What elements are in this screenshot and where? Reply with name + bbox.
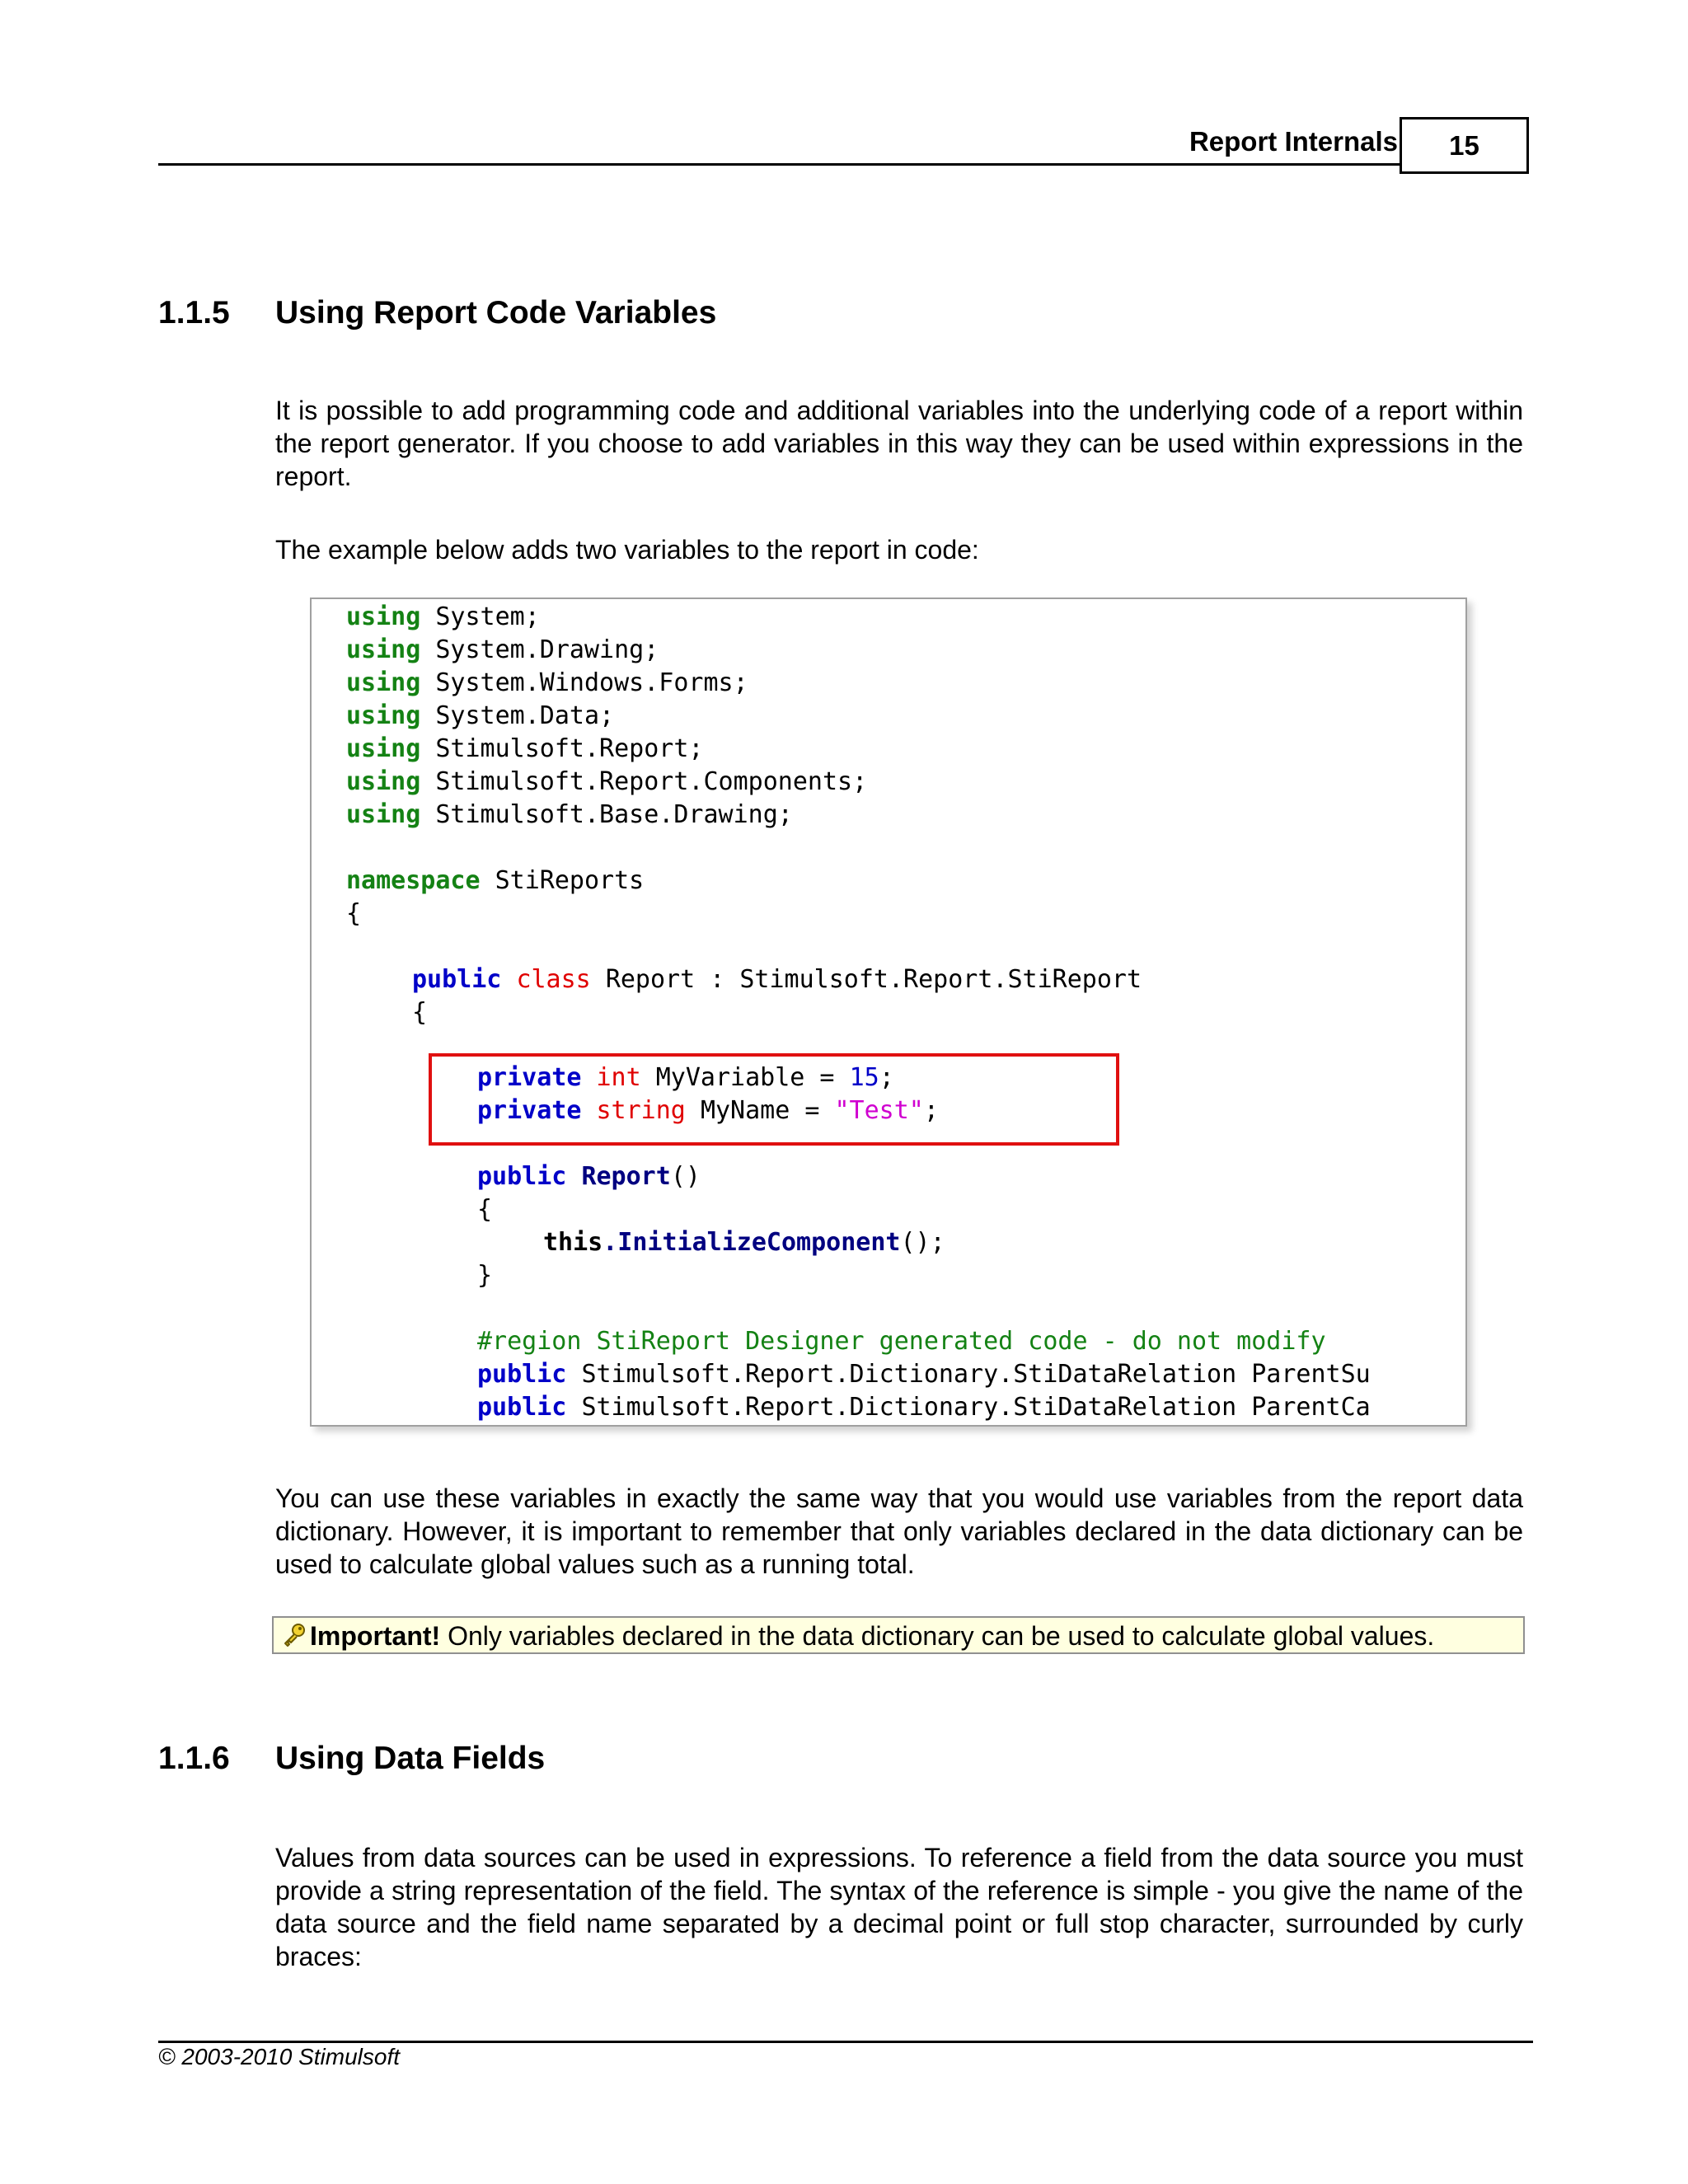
code-line: public Stimulsoft.Report.Dictionary.StiDataRelation ParentSu bbox=[477, 1360, 1371, 1389]
code-line: using System.Windows.Forms; bbox=[346, 668, 748, 697]
code-line: { bbox=[477, 1195, 493, 1224]
page-number: 15 bbox=[1400, 117, 1529, 174]
section-number: 1.1.6 bbox=[158, 1741, 230, 1776]
code-line: using Stimulsoft.Report; bbox=[346, 734, 704, 763]
code-line: { bbox=[412, 998, 428, 1027]
code-line: using System.Drawing; bbox=[346, 635, 659, 664]
section-title: Using Report Code Variables bbox=[275, 295, 717, 330]
note-body: Only variables declared in the data dictionary can be used to calculate global values. bbox=[440, 1621, 1435, 1651]
code-line: private string MyName = "Test"; bbox=[477, 1096, 939, 1125]
code-line: public Report() bbox=[477, 1162, 701, 1191]
code-line: using Stimulsoft.Report.Components; bbox=[346, 767, 868, 796]
code-line: using Stimulsoft.Base.Drawing; bbox=[346, 800, 793, 829]
running-header-title: Report Internals bbox=[1189, 126, 1398, 157]
code-line: public Stimulsoft.Report.Dictionary.StiDataRelation ParentCa bbox=[477, 1393, 1371, 1422]
header-rule bbox=[158, 163, 1401, 166]
code-screenshot bbox=[310, 598, 1467, 1427]
code-line: using System.Data; bbox=[346, 701, 615, 730]
example-intro-paragraph: The example below adds two variables to the report in code: bbox=[275, 535, 979, 565]
code-line: } bbox=[477, 1261, 493, 1290]
code-line: { bbox=[346, 899, 362, 928]
note-label: Important! bbox=[310, 1621, 441, 1651]
usage-paragraph: You can use these variables in exactly the same way that you would use variables from the report data dictionary. However, it is important to remember that only variables declared in the data dictionary can be used to calculate global values such as a running total. bbox=[275, 1483, 1523, 1579]
key-icon bbox=[282, 1623, 307, 1647]
code-line: #region StiReport Designer generated code - do not modify bbox=[477, 1327, 1326, 1356]
code-line: namespace StiReports bbox=[346, 866, 645, 895]
copyright-footer: © 2003-2010 Stimulsoft bbox=[158, 2044, 401, 2069]
important-note bbox=[272, 1616, 1525, 1654]
code-line: public class Report : Stimulsoft.Report.StiReport bbox=[412, 965, 1142, 994]
intro-paragraph: It is possible to add programming code and additional variables into the underlying code of a report within the report generator. If you choose to add variables in this way they can be used within expressions in the report. bbox=[275, 396, 1523, 491]
section-title: Using Data Fields bbox=[275, 1741, 546, 1776]
note-text bbox=[310, 1619, 1434, 1652]
section-number: 1.1.5 bbox=[158, 295, 230, 330]
code-line: private int MyVariable = 15; bbox=[477, 1063, 894, 1092]
code-line: using System; bbox=[346, 602, 540, 631]
code-line: this.InitializeComponent(); bbox=[543, 1228, 945, 1257]
data-fields-paragraph: Values from data sources can be used in expressions. To reference a field from the data source you must provide a string representation of the field. The syntax of the reference is simple - you give the name of the data source and the field name separated by a decimal point or full stop character, surrounded by curly braces: bbox=[275, 1843, 1523, 1971]
